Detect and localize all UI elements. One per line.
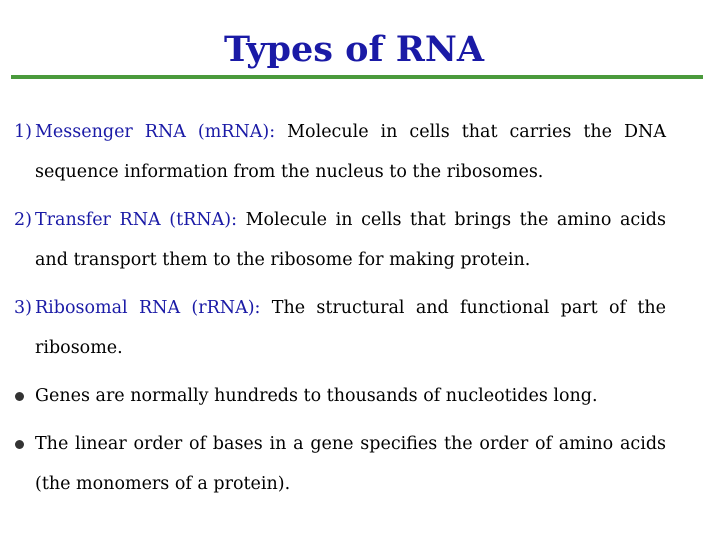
- item-number: 2): [14, 210, 32, 230]
- term-trna: Transfer RNA (tRNA):: [35, 210, 237, 230]
- list-item-rrna: [14, 288, 666, 368]
- definition-trna: Molecule in cells that brings the amino acids and transport them to the ribosome for making protein.: [35, 210, 666, 270]
- list-item-trna: [14, 200, 666, 280]
- slide-content: [14, 112, 666, 512]
- page-title: Types of RNA: [224, 29, 484, 70]
- bullet-text: The linear order of bases in a gene specifies the order of amino acids (the monomers of a protein).: [35, 434, 666, 494]
- bullet-dot-icon: [15, 392, 24, 401]
- item-number: 1): [14, 122, 32, 142]
- definition-rrna: The structural and functional part of the ribosome.: [35, 298, 666, 358]
- title-underline: [11, 75, 703, 79]
- bullet-item-base-order: [14, 424, 666, 504]
- term-mrna: Messenger RNA (mRNA):: [35, 122, 276, 142]
- item-number: 3): [14, 298, 32, 318]
- definition-mrna: Molecule in cells that carries the DNA sequence information from the nucleus to the ribosomes.: [35, 122, 666, 182]
- bullet-text: Genes are normally hundreds to thousands of nucleotides long.: [35, 386, 598, 406]
- term-rrna: Ribosomal RNA (rRNA):: [35, 298, 261, 318]
- bullet-dot-icon: [15, 440, 24, 449]
- bullet-item-gene-length: [14, 376, 666, 416]
- list-item-mrna: [14, 112, 666, 192]
